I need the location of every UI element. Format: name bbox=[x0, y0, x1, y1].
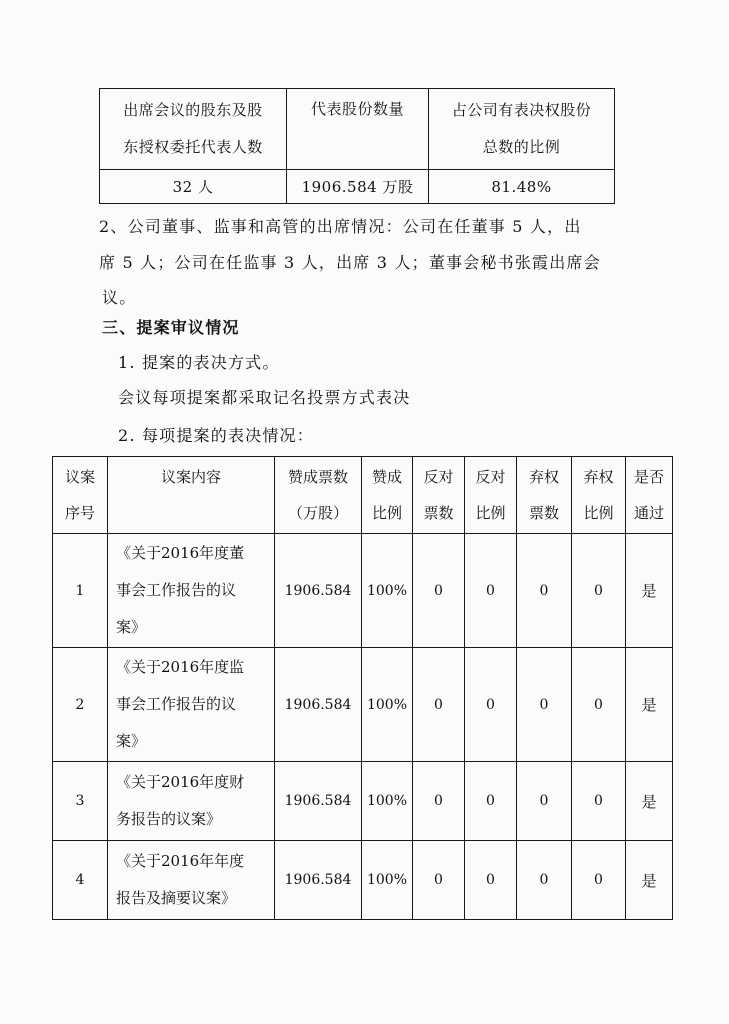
for-ratio: 100% bbox=[362, 841, 413, 920]
passed: 是 bbox=[626, 762, 673, 841]
paragraph-2-line-2: 席 5 人；公司在任监事 3 人，出席 3 人；董事会秘书张霞出席会 bbox=[99, 253, 601, 272]
attendance-ratio: 81.48% bbox=[429, 170, 615, 204]
against-ratio: 0 bbox=[465, 841, 517, 920]
header-against-votes: 反对 票数 bbox=[413, 457, 465, 534]
header-for-ratio: 赞成 比例 bbox=[362, 457, 413, 534]
paragraph-2-line-1: 2、公司董事、监事和高管的出席情况：公司在任董事 5 人，出 bbox=[99, 217, 582, 236]
abstain-ratio: 0 bbox=[572, 841, 626, 920]
against-votes: 0 bbox=[413, 648, 465, 762]
attendance-shares: 1906.584 万股 bbox=[287, 170, 429, 204]
item-1-text: 会议每项提案都采取记名投票方式表决 bbox=[118, 388, 411, 407]
proposal-no: 2 bbox=[53, 648, 108, 762]
abstain-votes: 0 bbox=[517, 762, 572, 841]
for-ratio: 100% bbox=[362, 534, 413, 648]
voting-table-header bbox=[53, 457, 673, 534]
abstain-votes: 0 bbox=[517, 648, 572, 762]
header-passed: 是否 通过 bbox=[626, 457, 673, 534]
against-votes: 0 bbox=[413, 841, 465, 920]
proposal-content: 《关于2016年度董 事会工作报告的议 案》 bbox=[108, 534, 275, 648]
header-against-ratio: 反对 比例 bbox=[465, 457, 517, 534]
proposal-no: 1 bbox=[53, 534, 108, 648]
attendance-header-attendees: 出席会议的股东及股 东授权委托代表人数 bbox=[100, 89, 287, 170]
abstain-ratio: 0 bbox=[572, 762, 626, 841]
passed: 是 bbox=[626, 841, 673, 920]
header-proposal-content: 议案内容 bbox=[108, 457, 275, 534]
for-ratio: 100% bbox=[362, 762, 413, 841]
against-ratio: 0 bbox=[465, 648, 517, 762]
for-votes: 1906.584 bbox=[275, 648, 362, 762]
proposal-content: 《关于2016年度财 务报告的议案》 bbox=[108, 762, 275, 841]
for-votes: 1906.584 bbox=[275, 762, 362, 841]
table-row bbox=[53, 762, 673, 841]
attendance-header-ratio: 占公司有表决权股份 总数的比例 bbox=[429, 89, 615, 170]
header-abstain-votes: 弃权 票数 bbox=[517, 457, 572, 534]
against-votes: 0 bbox=[413, 762, 465, 841]
passed: 是 bbox=[626, 534, 673, 648]
abstain-votes: 0 bbox=[517, 534, 572, 648]
abstain-votes: 0 bbox=[517, 841, 572, 920]
table-row bbox=[53, 648, 673, 762]
for-votes: 1906.584 bbox=[275, 534, 362, 648]
against-votes: 0 bbox=[413, 534, 465, 648]
item-1-title: 1. 提案的表决方式。 bbox=[118, 353, 280, 372]
table-row bbox=[53, 841, 673, 920]
proposal-content: 《关于2016年度监 事会工作报告的议 案》 bbox=[108, 648, 275, 762]
for-votes: 1906.584 bbox=[275, 841, 362, 920]
header-abstain-ratio: 弃权 比例 bbox=[572, 457, 626, 534]
section-3-title: 三、提案审议情况 bbox=[102, 318, 240, 337]
voting-table bbox=[52, 456, 673, 920]
abstain-ratio: 0 bbox=[572, 648, 626, 762]
against-ratio: 0 bbox=[465, 762, 517, 841]
proposal-content: 《关于2016年年度 报告及摘要议案》 bbox=[108, 841, 275, 920]
table-row bbox=[53, 534, 673, 648]
header-proposal-no: 议案 序号 bbox=[53, 457, 108, 534]
paragraph-2-line-3: 议。 bbox=[102, 288, 137, 307]
passed: 是 bbox=[626, 648, 673, 762]
against-ratio: 0 bbox=[465, 534, 517, 648]
proposal-no: 4 bbox=[53, 841, 108, 920]
attendance-count: 32 人 bbox=[100, 170, 287, 204]
attendance-header-shares: 代表股份数量 bbox=[287, 89, 429, 170]
for-ratio: 100% bbox=[362, 648, 413, 762]
header-for-votes: 赞成票数 （万股） bbox=[275, 457, 362, 534]
abstain-ratio: 0 bbox=[572, 534, 626, 648]
proposal-no: 3 bbox=[53, 762, 108, 841]
attendance-table bbox=[99, 88, 615, 204]
item-2-title: 2. 每项提案的表决情况： bbox=[118, 426, 314, 445]
